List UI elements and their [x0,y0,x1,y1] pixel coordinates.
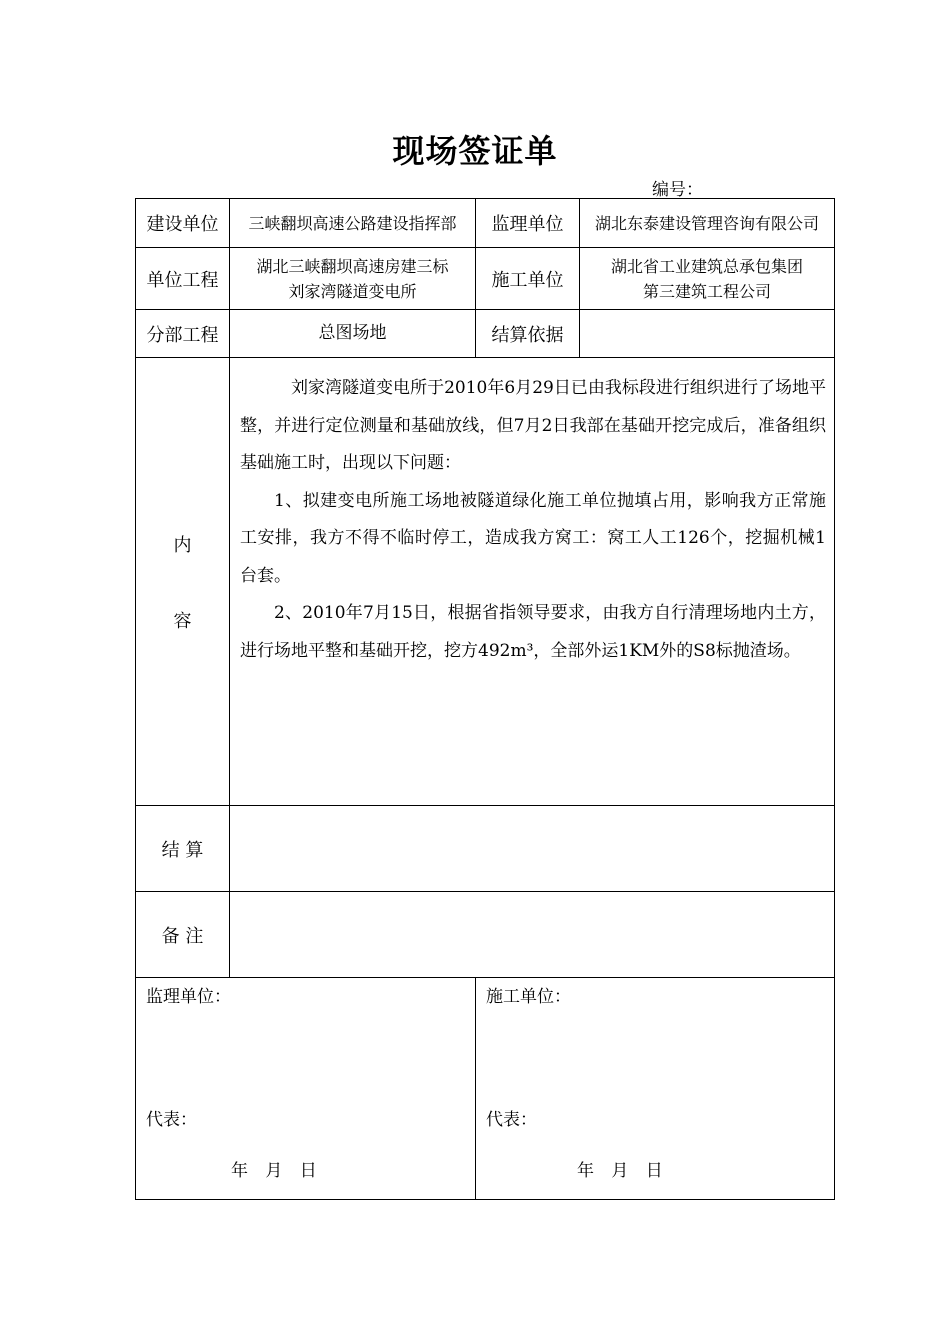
builder-value [580,248,835,310]
row-unit-project-builder [136,248,835,310]
supervision-unit-label: 监理单位 [476,199,580,248]
builder-representative-label: 代表： [486,1110,537,1130]
builder-signature-cell [476,978,835,1200]
content-label-char2: 容 [173,610,192,632]
builder-value-line2: 第三建筑工程公司 [642,281,771,301]
content-paragraph-2: 1、拟建变电所施工场地被隧道绿化施工单位抛填占用，影响我方正常施工安排，我方不得不临时停工，造成我方窝工：窝工人工126个，挖掘机械1台套。 [240,490,826,586]
row-subproject-basis [136,310,835,358]
unit-project-value [230,248,476,310]
sub-project-value: 总图场地 [230,310,476,358]
settlement-basis-label: 结算依据 [476,310,580,358]
document-title: 现场签证单 [392,132,558,170]
row-settlement [136,806,835,892]
content-paragraph-3: 2、2010年7月15日，根据省指领导要求，由我方自行清理场地内土方，进行场地平整和基础开挖，挖方492m³，全部外运1KM外的S8标抛渣场。 [240,603,826,661]
content-body [230,358,835,806]
supervision-signature-cell [136,978,476,1200]
supervision-date: 年 月 日 [231,1161,317,1181]
unit-project-label: 单位工程 [136,248,230,310]
construction-unit-value: 三峡翻坝高速公路建设指挥部 [230,199,476,248]
row-remarks [136,892,835,978]
supervision-unit-value: 湖北东泰建设管理咨询有限公司 [580,199,835,248]
remarks-label: 备 注 [136,892,230,978]
builder-label: 施工单位 [476,248,580,310]
content-paragraph-1: 刘家湾隧道变电所于2010年6月29日已由我标段进行组织进行了场地平整，并进行定位测量和基础放线，但7月2日我部在基础开挖完成后，准备组织基础施工时，出现以下问题： [240,378,826,473]
builder-value-line1: 湖北省工业建筑总承包集团 [610,256,803,276]
serial-number-label: 编号： [652,180,703,200]
unit-project-value-line1: 湖北三峡翻坝高速房建三标 [256,256,449,276]
supervision-signature-label: 监理单位： [146,987,231,1007]
sub-project-label: 分部工程 [136,310,230,358]
supervision-representative-label: 代表： [146,1110,197,1130]
visa-form-table [135,198,835,1200]
row-construction-supervision [136,199,835,248]
remarks-value [230,892,835,978]
settlement-label: 结 算 [136,806,230,892]
builder-date: 年 月 日 [577,1161,663,1181]
unit-project-value-line2: 刘家湾隧道变电所 [288,281,417,301]
content-label [136,358,230,806]
settlement-basis-value [580,310,835,358]
settlement-value [230,806,835,892]
row-signatures [136,978,835,1200]
content-label-char1: 内 [173,534,192,556]
builder-signature-label: 施工单位： [486,987,571,1007]
row-content [136,358,835,806]
construction-unit-label: 建设单位 [136,199,230,248]
